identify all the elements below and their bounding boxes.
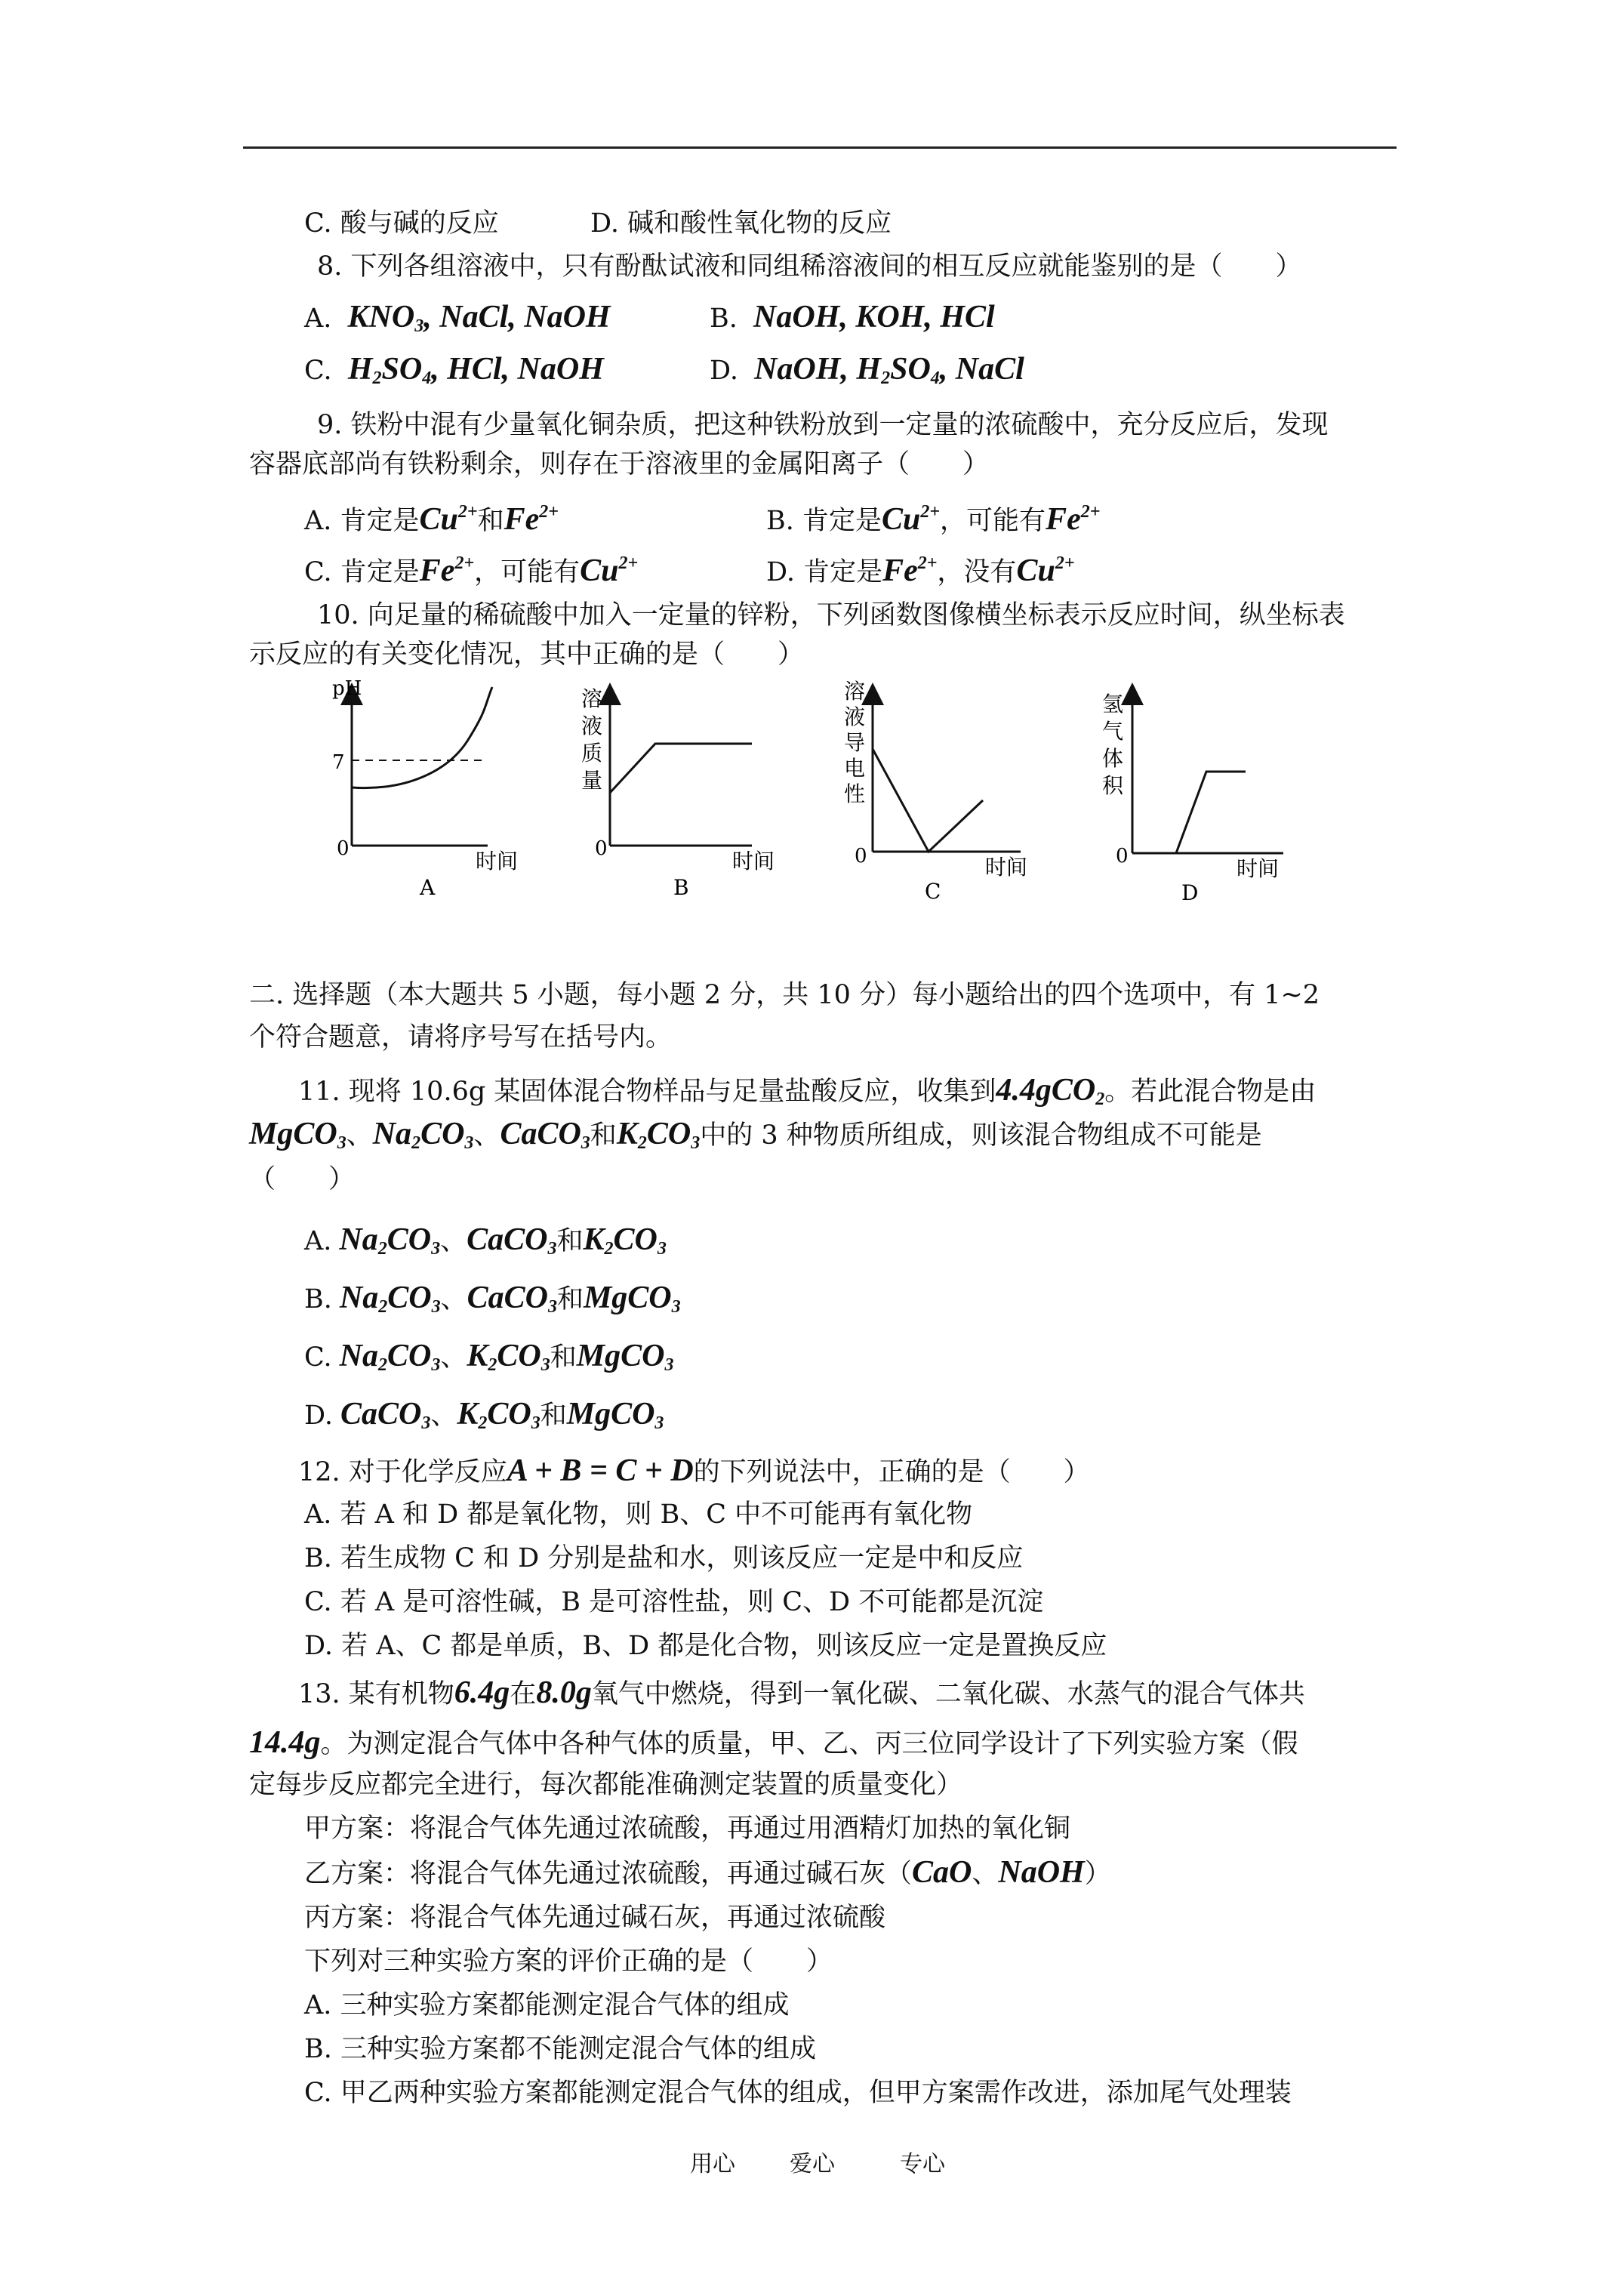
section2-line1: 二. 选择题（本大题共 5 小题，每小题 2 分，共 10 分）每小题给出的四个选项中，有 1~2 [249,980,1320,1010]
q7-option-d: D. 碱和酸性氧化物的反应 [590,208,892,239]
graph-a-title: A [420,875,436,900]
graph-d-xlabel: 时间 [1236,856,1280,881]
graph-c-title: C [925,879,941,904]
q12-option-c: C. 若 A 是可溶性碱，B 是可溶性盐，则 C、D 不可能都是沉淀 [304,1587,1044,1617]
q12-equation: A + B = C + D [507,1453,694,1488]
q8-option-c: C. $H_2SO_4$, HCl, NaOH [304,352,604,388]
graph-d-tick-0: 0 [1116,845,1129,868]
graph-a [332,677,518,900]
q10-graphs [287,664,1313,921]
q9-option-a: A. 肯定是$Cu^{2+}$和$Fe^{2+}$ [304,502,559,537]
q8-option-b: B. NaOH, KOH, HCl [710,300,995,334]
graph-b-line [610,744,752,793]
q8-c-formula: $H_2SO_4$, HCl, NaOH [347,352,604,388]
graph-a-ylabel: pH [332,677,362,700]
q13-ask: 下列对三种实验方案的评价正确的是（ ） [304,1946,833,1977]
footer-mid: 爱心 [790,2151,835,2177]
graph-a-curve [352,687,492,788]
section2-line2: 个符合题意，请将序号写在括号内。 [249,1022,673,1052]
q12-stem: 12. 对于化学反应A + B = C + D的下列说法中，正确的是（ ） [298,1453,1090,1488]
footer-left: 用心 [690,2151,735,2177]
q8-d-formula: NaOH, $H_2SO_4$, NaCl [754,352,1024,388]
q13-option-b: B. 三种实验方案都不能测定混合气体的组成 [304,2034,816,2064]
graph-d-title: D [1181,880,1199,905]
q13-plan-jia: 甲方案：将混合气体先通过浓硫酸，再通过用酒精灯加热的氧化铜 [304,1814,1071,1844]
graph-d-ylabel: 氢气体积 [1102,692,1124,798]
q9-stem-line1: 9. 铁粉中混有少量氧化铜杂质，把这种铁粉放到一定量的浓硫酸中，充分反应后，发现 [317,410,1329,440]
header-rule [243,146,1397,149]
q8-option-a: A. $KNO_3$, NaCl, NaOH [304,300,611,336]
q11-option-d: D. CaCO$_3$、$K_2CO_3$和MgCO$_3$ [304,1397,664,1433]
q11-stem-line2: MgCO$_3$、$Na_2CO_3$、CaCO$_3$和$K_2CO_3$中的 3 种物质所组成，则该混合物组成不可能是 [249,1117,1262,1153]
q11-option-c: C. $Na_2CO_3$、$K_2CO_3$和MgCO$_3$ [304,1339,674,1375]
q10-stem-line1: 10. 向足量的稀硫酸中加入一定量的锌粉，下列函数图像横坐标表示反应时间，纵坐标表 [317,600,1345,630]
graph-d [1102,687,1283,905]
q11-co2: 4.4gCO$_2$ [996,1073,1105,1109]
q8-option-d: D. NaOH, $H_2SO_4$, NaCl [710,352,1024,388]
q9-option-d: D. 肯定是$Fe^{2+}$，没有$Cu^{2+}$ [766,553,1075,588]
q11-option-a: A. $Na_2CO_3$、CaCO$_3$和$K_2CO_3$ [304,1222,667,1259]
q9-option-c: C. 肯定是$Fe^{2+}$，可能有$Cu^{2+}$ [304,553,639,588]
q11-stem-line1: 11. 现将 10.6g 某固体混合物样品与足量盐酸反应，收集到4.4gCO$_2$。若此混合物是由 [298,1073,1317,1109]
q13-plan-yi: 乙方案：将混合气体先通过浓硫酸，再通过碱石灰（CaO、NaOH） [304,1855,1111,1890]
graph-b [581,686,775,900]
q8-stem: 8. 下列各组溶液中，只有酚酞试液和同组稀溶液间的相互反应就能鉴别的是（ ） [317,251,1302,282]
q11-option-b: B. $Na_2CO_3$、CaCO$_3$和MgCO$_3$ [304,1281,681,1317]
footer-right: 专心 [900,2151,945,2177]
graph-a-tick-0: 0 [337,837,350,860]
q10-stem-line2: 示反应的有关变化情况，其中正确的是（ ） [249,639,805,670]
q12-option-d: D. 若 A、C 都是单质，B、D 都是化合物，则该反应一定是置换反应 [304,1631,1107,1661]
graph-a-xlabel: 时间 [476,849,519,874]
q9-option-b: B. 肯定是$Cu^{2+}$，可能有$Fe^{2+}$ [766,502,1101,537]
q13-stem-line1: 13. 某有机物6.4g在8.0g氧气中燃烧，得到一氧化碳、二氧化碳、水蒸气的混合气体共 [298,1675,1305,1710]
q13-plan-bing: 丙方案：将混合气体先通过碱石灰，再通过浓硫酸 [304,1903,886,1933]
graph-c-ylabel: 溶液导电性 [844,679,866,806]
q8-b-formula: NaOH, KOH, HCl [753,300,995,334]
graph-c [844,679,1027,904]
graph-b-tick-0: 0 [595,837,608,860]
graph-c-xlabel: 时间 [985,855,1028,880]
graph-d-line [1132,772,1246,853]
q13-stem-line3: 定每步反应都完全进行，每次都能准确测定装置的质量变化） [249,1770,963,1800]
q12-option-a: A. 若 A 和 D 都是氧化物，则 B、C 中不可能再有氧化物 [304,1499,973,1530]
q9-stem-line2: 容器底部尚有铁粉剩余，则存在于溶液里的金属阳离子（ ） [249,449,990,479]
q8-a-formula: $KNO_3$, NaCl, NaOH [347,300,611,336]
q12-option-b: B. 若生成物 C 和 D 分别是盐和水，则该反应一定是中和反应 [304,1543,1024,1573]
q13-stem-line2: 14.4g。为测定混合气体中各种气体的质量，甲、乙、丙三位同学设计了下列实验方案（假 [249,1725,1298,1760]
graph-b-ylabel: 溶液质量 [581,686,603,793]
graph-c-tick-0: 0 [855,845,867,868]
graph-b-title: B [673,875,689,900]
graph-a-tick-7: 7 [332,751,345,774]
graph-c-line [873,749,983,852]
q13-option-c: C. 甲乙两种实验方案都能测定混合气体的组成，但甲方案需作改进，添加尾气处理装 [304,2078,1292,2108]
q13-option-a: A. 三种实验方案都能测定混合气体的组成 [304,1990,790,2020]
q11-stem-line3: （ ） [249,1164,356,1194]
graph-b-xlabel: 时间 [732,849,775,874]
q7-option-c: C. 酸与碱的反应 [304,208,499,239]
